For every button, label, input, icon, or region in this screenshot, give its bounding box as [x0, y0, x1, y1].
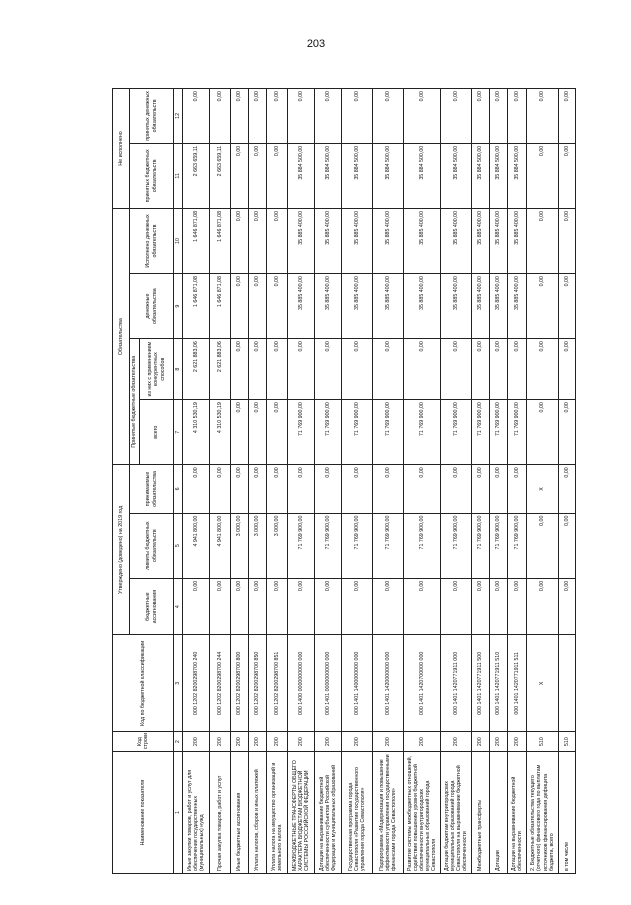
cell-c11: 2 663 659,11	[210, 143, 231, 208]
header-total: всего	[140, 400, 174, 465]
column-number: 10	[174, 208, 183, 273]
cell-c5: 71 769 900,00	[288, 513, 315, 578]
cell-c11: 0,00	[267, 143, 288, 208]
cell-c10: 1 646 871,08	[210, 208, 231, 273]
cell-c8: 0,00	[267, 339, 288, 400]
header-approved: Утверждено (доведено) на 2019 год	[113, 465, 130, 635]
cell-c5: 71 769 900,00	[472, 513, 490, 578]
cell-c12: 0,00	[404, 89, 441, 144]
table-body	[183, 89, 576, 874]
cell-c12: 0,00	[249, 89, 267, 144]
cell-c5: 3 000,00	[231, 513, 249, 578]
header-name: Наименование показателя	[113, 752, 174, 874]
cell-name: в том числе	[559, 752, 576, 874]
cell-c4: 0,00	[315, 578, 342, 635]
cell-c4: 0,00	[210, 578, 231, 635]
cell-c10: 35 885 400,00	[288, 208, 315, 273]
column-number: 4	[174, 578, 183, 635]
table-row	[527, 89, 559, 874]
cell-code: 200	[508, 732, 527, 752]
cell-c11: 2 663 659,11	[183, 143, 210, 208]
cell-c12: 0,00	[342, 89, 373, 144]
column-number: 7	[174, 400, 183, 465]
cell-c8: 0,00	[490, 339, 508, 400]
cell-c12: 0,00	[527, 89, 559, 144]
cell-kbk: 000 1202 8200298700 850	[249, 635, 267, 732]
cell-c9: 35 885 400,00	[288, 274, 315, 339]
cell-c8: 0,00	[231, 339, 249, 400]
cell-c7: 71 769 900,00	[373, 400, 404, 465]
cell-name: Дотации на выравнивание бюджетной обеспеченности субъектов Российской Федерации и муниципальных образований	[315, 752, 342, 874]
cell-name: Дотации бюджетам внутригородских муниципальных образований города Севастополя на выравнивание бюджетной обеспеченности	[441, 752, 472, 874]
cell-c9: 35 885 400,00	[404, 274, 441, 339]
cell-c11: 0,00	[559, 143, 576, 208]
cell-c9: 0,00	[249, 274, 267, 339]
cell-c10: 35 885 400,00	[373, 208, 404, 273]
cell-c5: 3 000,00	[267, 513, 288, 578]
cell-kbk: 000 1202 8200298700 240	[183, 635, 210, 732]
header-accepted-budget: принятых бюджетных обязательств	[130, 143, 174, 208]
cell-c10: 0,00	[231, 208, 249, 273]
cell-c9: 35 885 400,00	[441, 274, 472, 339]
column-number: 12	[174, 89, 183, 144]
header-accepted: Принятые бюджетные обязательства	[130, 339, 140, 465]
cell-code: 200	[404, 732, 441, 752]
cell-c5: 0,00	[559, 513, 576, 578]
cell-name: Прочая закупка товаров, работ и услуг	[210, 752, 231, 874]
cell-code: 200	[231, 732, 249, 752]
cell-c12: 0,00	[508, 89, 527, 144]
header-code-class: Код по бюджетной классификации	[113, 635, 174, 732]
cell-c6: 0,00	[210, 465, 231, 513]
cell-code: 200	[267, 732, 288, 752]
column-number: 3	[174, 635, 183, 732]
cell-c6: X	[527, 465, 559, 513]
column-number: 8	[174, 339, 183, 400]
cell-c9: 0,00	[527, 274, 559, 339]
table-row	[441, 89, 472, 874]
cell-c4: 0,00	[231, 578, 249, 635]
cell-c8: 0,00	[404, 339, 441, 400]
cell-c9: 0,00	[559, 274, 576, 339]
cell-c12: 0,00	[183, 89, 210, 144]
cell-c6: 0,00	[559, 465, 576, 513]
cell-c9: 0,00	[231, 274, 249, 339]
cell-c5: 0,00	[527, 513, 559, 578]
cell-c5: 71 769 900,00	[342, 513, 373, 578]
cell-c7: 71 769 900,00	[441, 400, 472, 465]
header-not-executed: Не исполнено	[113, 89, 130, 209]
cell-c8: 0,00	[441, 339, 472, 400]
table-row	[508, 89, 527, 874]
cell-code: 200	[249, 732, 267, 752]
cell-c4: 0,00	[249, 578, 267, 635]
cell-c11: 35 884 500,00	[373, 143, 404, 208]
table-frame	[112, 88, 570, 874]
cell-c10: 35 885 400,00	[441, 208, 472, 273]
cell-c9: 35 885 400,00	[472, 274, 490, 339]
cell-kbk: 000 1401 1420771911 000	[441, 635, 472, 732]
cell-kbk: 000 1400 0000000000 000	[288, 635, 315, 732]
page-number: 203	[306, 38, 326, 50]
cell-c10: 0,00	[249, 208, 267, 273]
cell-c5: 71 769 900,00	[315, 513, 342, 578]
table-row	[373, 89, 404, 874]
cell-c7: 4 310 530,19	[210, 400, 231, 465]
cell-name: МЕЖБЮДЖЕТНЫЕ ТРАНСФЕРТЫ ОБЩЕГО ХАРАКТЕРА БЮДЖЕТАМ БЮДЖЕТНОЙ СИСТЕМЫ РОССИЙСКОЙ ФЕДЕРАЦИИ	[288, 752, 315, 874]
cell-c10: 35 885 400,00	[472, 208, 490, 273]
header-monetary-obl: принятых денежных обязательств	[130, 89, 174, 144]
cell-c8: 0,00	[315, 339, 342, 400]
cell-c4: 0,00	[527, 578, 559, 635]
cell-c9: 0,00	[267, 274, 288, 339]
table-row	[472, 89, 490, 874]
cell-c12: 0,00	[315, 89, 342, 144]
header-budget-alloc: бюджетные ассигнования	[130, 578, 174, 635]
cell-c7: 71 769 900,00	[288, 400, 315, 465]
cell-c12: 0,00	[472, 89, 490, 144]
cell-c4: 0,00	[490, 578, 508, 635]
cell-name: Развитие системы межбюджетных отношений, содействие повышению уровня бюджетной обеспеченности внутригородских муниципальных образований города Севастополя	[404, 752, 441, 874]
table-row	[490, 89, 508, 874]
cell-c6: 0,00	[267, 465, 288, 513]
cell-c8: 0,00	[342, 339, 373, 400]
cell-name: Иные закупки товаров, работ и услуг для обеспечения государственных (муниципальных) нужд	[183, 752, 210, 874]
cell-c7: 0,00	[231, 400, 249, 465]
cell-c11: 35 884 500,00	[315, 143, 342, 208]
cell-c5: 71 769 900,00	[490, 513, 508, 578]
cell-c9: 35 885 400,00	[373, 274, 404, 339]
cell-c5: 71 769 900,00	[373, 513, 404, 578]
cell-kbk: 000 1202 8200298700 851	[267, 635, 288, 732]
cell-c6: 0,00	[342, 465, 373, 513]
cell-c4: 0,00	[183, 578, 210, 635]
cell-code: 200	[183, 732, 210, 752]
cell-c4: 0,00	[373, 578, 404, 635]
cell-c11: 35 884 500,00	[508, 143, 527, 208]
cell-c7: 71 769 900,00	[404, 400, 441, 465]
cell-c9: 35 885 400,00	[315, 274, 342, 339]
cell-c12: 0,00	[373, 89, 404, 144]
cell-c8: 0,00	[472, 339, 490, 400]
cell-kbk: 000 1202 8200298700 244	[210, 635, 231, 732]
cell-kbk: 000 1202 8200298700 800	[231, 635, 249, 732]
column-number: 11	[174, 143, 183, 208]
cell-c11: 35 884 500,00	[404, 143, 441, 208]
table-row	[267, 89, 288, 874]
column-number: 1	[174, 752, 183, 874]
cell-c5: 71 769 900,00	[404, 513, 441, 578]
cell-c8: 2 621 883,06	[210, 339, 231, 400]
cell-name: Уплата налога на имущество организаций и земельного налога	[267, 752, 288, 874]
cell-code: 200	[288, 732, 315, 752]
cell-c6: 0,00	[249, 465, 267, 513]
cell-kbk	[559, 635, 576, 732]
cell-name: Межбюджетные трансферты	[472, 752, 490, 874]
cell-c6: 0,00	[373, 465, 404, 513]
cell-c9: 1 646 871,08	[210, 274, 231, 339]
column-number: 2	[174, 732, 183, 752]
cell-c7: 71 769 900,00	[342, 400, 373, 465]
header-applied: принимаемые обязательства	[130, 465, 174, 513]
table-row	[342, 89, 373, 874]
table-row	[404, 89, 441, 874]
cell-c8: 0,00	[249, 339, 267, 400]
cell-c10: 35 885 400,00	[404, 208, 441, 273]
cell-c4: 0,00	[288, 578, 315, 635]
budget-report-table	[112, 88, 576, 874]
cell-kbk: 000 1401 1400000000 000	[342, 635, 373, 732]
cell-c11: 0,00	[231, 143, 249, 208]
table-row	[210, 89, 231, 874]
cell-c7: 4 310 530,19	[183, 400, 210, 465]
cell-code: 200	[210, 732, 231, 752]
cell-c7: 0,00	[559, 400, 576, 465]
cell-c11: 35 884 500,00	[472, 143, 490, 208]
cell-c7: 71 769 900,00	[508, 400, 527, 465]
cell-c5: 71 769 900,00	[508, 513, 527, 578]
cell-kbk: 000 1401 1420771911 510	[490, 635, 508, 732]
table-row	[288, 89, 315, 874]
column-number: 5	[174, 513, 183, 578]
cell-c5: 3 000,00	[249, 513, 267, 578]
cell-c8: 2 621 883,06	[183, 339, 210, 400]
cell-c4: 0,00	[559, 578, 576, 635]
cell-c9: 35 885 400,00	[342, 274, 373, 339]
cell-c5: 4 941 800,00	[183, 513, 210, 578]
cell-code: 200	[472, 732, 490, 752]
cell-c6: 0,00	[404, 465, 441, 513]
cell-c8: 0,00	[527, 339, 559, 400]
table-row	[183, 89, 210, 874]
cell-c4: 0,00	[404, 578, 441, 635]
header-code-row: Код строки	[113, 732, 174, 752]
cell-c8: 0,00	[508, 339, 527, 400]
cell-c12: 0,00	[267, 89, 288, 144]
cell-c9: 35 885 400,00	[508, 274, 527, 339]
rotated-report-table	[112, 88, 570, 874]
cell-c6: 0,00	[315, 465, 342, 513]
cell-c4: 0,00	[472, 578, 490, 635]
cell-name: Подпрограмма «Модернизация и повышение эффективности управления государственными финансами города Севастополя»	[373, 752, 404, 874]
cell-c10: 35 885 400,00	[342, 208, 373, 273]
cell-c11: 35 884 500,00	[441, 143, 472, 208]
cell-c6: 0,00	[231, 465, 249, 513]
cell-kbk: 000 1401 0000000000 000	[315, 635, 342, 732]
cell-c8: 0,00	[559, 339, 576, 400]
cell-c6: 0,00	[441, 465, 472, 513]
cell-code: 200	[342, 732, 373, 752]
header-limits: лимиты бюджетных обязательств	[130, 513, 174, 578]
cell-code: 200	[441, 732, 472, 752]
cell-c5: 71 769 900,00	[441, 513, 472, 578]
cell-code: 200	[315, 732, 342, 752]
cell-c11: 35 884 500,00	[342, 143, 373, 208]
header-obligations: Обязательства	[113, 208, 130, 464]
cell-c11: 35 884 500,00	[490, 143, 508, 208]
cell-name: Дотации на выравнивание бюджетной обеспеченности	[508, 752, 527, 874]
cell-c4: 0,00	[441, 578, 472, 635]
cell-kbk: 000 1401 1420771911 500	[472, 635, 490, 732]
cell-c6: 0,00	[183, 465, 210, 513]
cell-c6: 0,00	[490, 465, 508, 513]
cell-c10: 0,00	[527, 208, 559, 273]
cell-c11: 35 884 500,00	[288, 143, 315, 208]
cell-c7: 71 769 900,00	[472, 400, 490, 465]
cell-c11: 0,00	[249, 143, 267, 208]
cell-name: Иные бюджетные ассигнования	[231, 752, 249, 874]
header-executed: Исполнено денежных обязательств	[130, 208, 174, 273]
cell-c4: 0,00	[508, 578, 527, 635]
cell-c12: 0,00	[231, 89, 249, 144]
cell-c10: 35 885 400,00	[508, 208, 527, 273]
cell-c7: 71 769 900,00	[315, 400, 342, 465]
table-row	[559, 89, 576, 874]
cell-kbk: 000 1401 1420771911 511	[508, 635, 527, 732]
cell-c10: 35 885 400,00	[490, 208, 508, 273]
column-number: 6	[174, 465, 183, 513]
cell-kbk: 000 1401 1420700000 000	[404, 635, 441, 732]
cell-c5: 4 941 800,00	[210, 513, 231, 578]
cell-c9: 1 646 871,08	[183, 274, 210, 339]
cell-name: 2. Бюджетные обязательства текущего (отчетного) финансового года по выплатам источников финансирования дефицита бюджета, всего	[527, 752, 559, 874]
cell-c11: 0,00	[527, 143, 559, 208]
cell-c8: 0,00	[288, 339, 315, 400]
cell-c12: 0,00	[441, 89, 472, 144]
cell-c12: 0,00	[490, 89, 508, 144]
cell-c4: 0,00	[342, 578, 373, 635]
header-competitive: из них с применением конкурентных способов	[140, 339, 174, 400]
cell-c9: 35 885 400,00	[490, 274, 508, 339]
cell-kbk: 000 1401 1420000000 000	[373, 635, 404, 732]
column-number: 9	[174, 274, 183, 339]
cell-name: Государственная программа города Севастополя «Развитие государственного управления города Севастополя»	[342, 752, 373, 874]
table-row	[315, 89, 342, 874]
cell-c7: 0,00	[527, 400, 559, 465]
cell-c10: 1 646 871,08	[183, 208, 210, 273]
cell-name: Дотации	[490, 752, 508, 874]
table-row	[249, 89, 267, 874]
cell-c12: 0,00	[559, 89, 576, 144]
cell-c7: 0,00	[267, 400, 288, 465]
cell-code: 510	[559, 732, 576, 752]
cell-code: 510	[527, 732, 559, 752]
cell-c8: 0,00	[373, 339, 404, 400]
cell-code: 200	[373, 732, 404, 752]
cell-c10: 35 885 400,00	[315, 208, 342, 273]
cell-code: 200	[490, 732, 508, 752]
cell-c12: 0,00	[288, 89, 315, 144]
cell-c6: 0,00	[288, 465, 315, 513]
cell-c7: 0,00	[249, 400, 267, 465]
cell-name: Уплата налогов, сборов и иных платежей	[249, 752, 267, 874]
table-row	[231, 89, 249, 874]
cell-c12: 0,00	[210, 89, 231, 144]
cell-c7: 71 769 900,00	[490, 400, 508, 465]
cell-kbk: X	[527, 635, 559, 732]
column-number-row	[174, 89, 183, 874]
cell-c6: 0,00	[472, 465, 490, 513]
cell-c6: 0,00	[508, 465, 527, 513]
cell-c10: 0,00	[267, 208, 288, 273]
header-monetary: денежные обязательства	[130, 274, 174, 339]
cell-c4: 0,00	[267, 578, 288, 635]
cell-c10: 0,00	[559, 208, 576, 273]
